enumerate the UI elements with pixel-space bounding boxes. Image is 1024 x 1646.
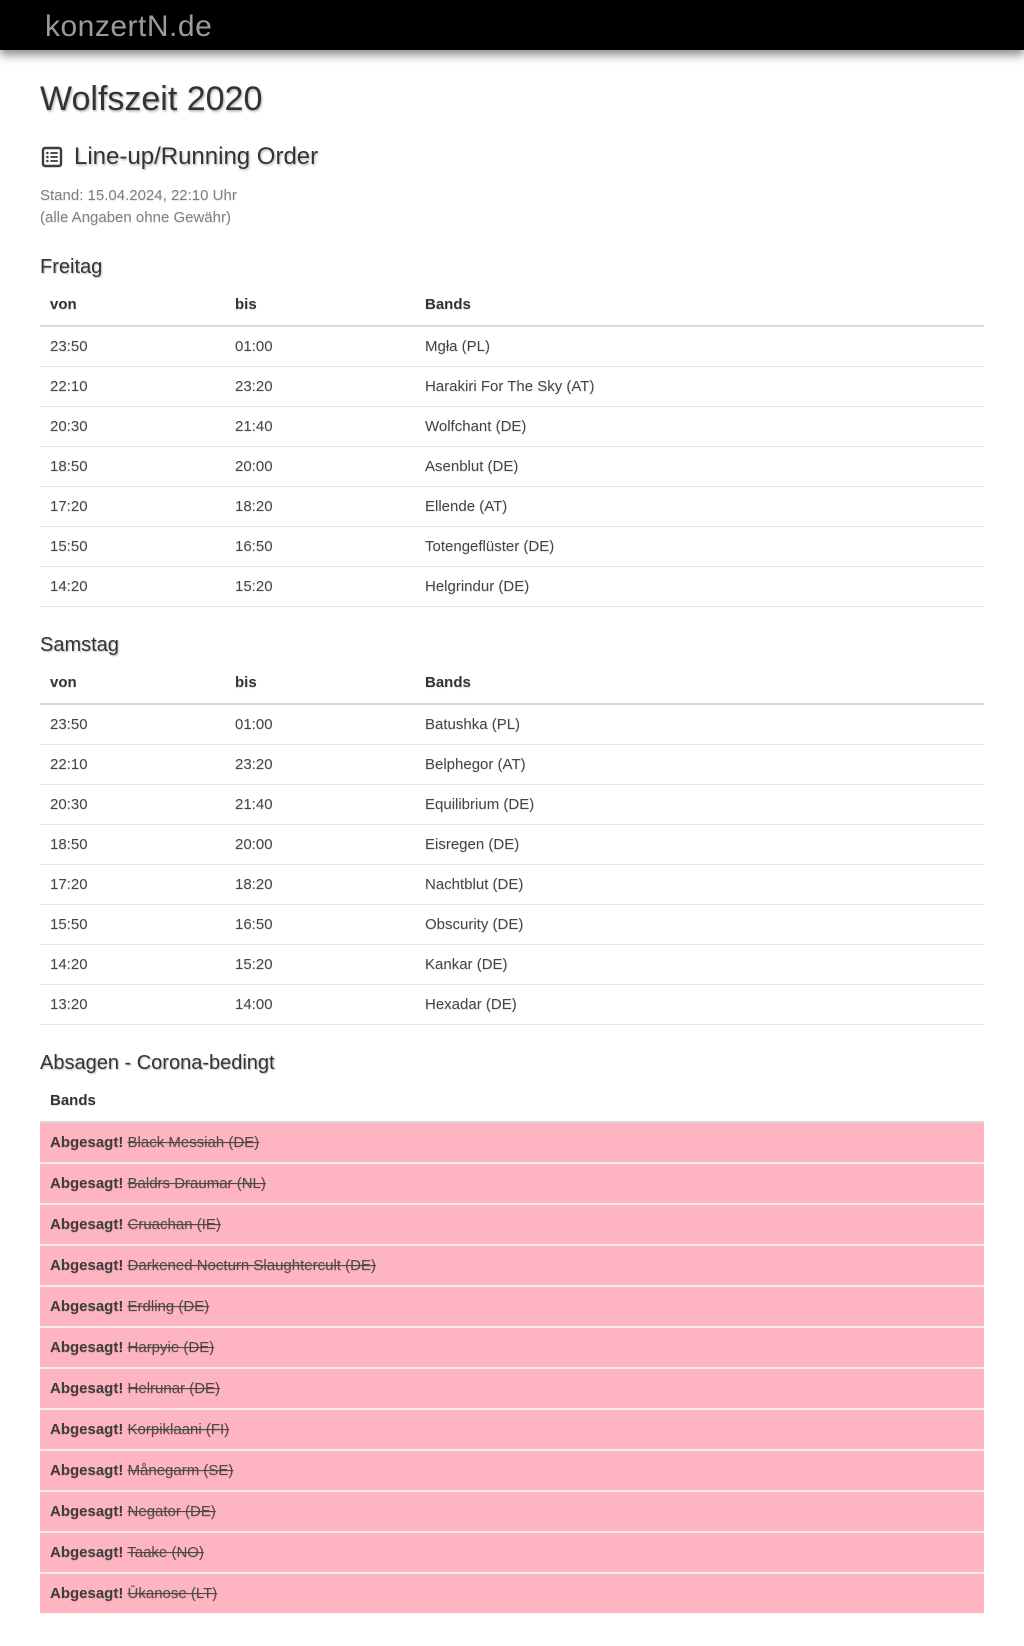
column-header-bis: bis: [225, 663, 415, 704]
schedule-row: [40, 367, 984, 407]
day-title: Freitag: [40, 256, 103, 278]
cancelled-label: Abgesagt!: [50, 1503, 124, 1520]
schedule-row: [40, 487, 984, 527]
cancelled-band-name: Taake (NO): [127, 1544, 204, 1561]
schedule-row: [40, 704, 984, 745]
cancelled-band-name: Baldrs Draumar (NL): [127, 1175, 266, 1192]
cancelled-band-cell: [40, 1245, 984, 1286]
slot-band-name: Nachtblut (DE): [415, 865, 984, 905]
cancelled-band-row: [40, 1122, 984, 1163]
slot-start-time: 13:20: [40, 985, 225, 1025]
site-header: [0, 0, 1024, 50]
slot-band-name: Helgrindur (DE): [415, 567, 984, 607]
cancelled-label: Abgesagt!: [50, 1380, 124, 1397]
cancelled-band-row: [40, 1368, 984, 1409]
cancelled-band-name: Helrunar (DE): [127, 1380, 221, 1397]
slot-start-time: 17:20: [40, 487, 225, 527]
slot-start-time: 18:50: [40, 825, 225, 865]
schedule-row: [40, 785, 984, 825]
cancelled-label: Abgesagt!: [50, 1216, 124, 1233]
slot-start-time: 18:50: [40, 447, 225, 487]
cancelled-band-cell: [40, 1204, 984, 1245]
cancelled-band-name: Negator (DE): [127, 1503, 216, 1520]
cancelled-band-row: [40, 1450, 984, 1491]
page-title: Wolfszeit 2020: [40, 80, 263, 118]
cancelled-label: Abgesagt!: [50, 1421, 124, 1438]
schedule-header-row: [40, 285, 984, 326]
cancellations-section: [40, 1052, 984, 1613]
slot-band-name: Harakiri For The Sky (AT): [415, 367, 984, 407]
slot-band-name: Ellende (AT): [415, 487, 984, 527]
day-title: Samstag: [40, 634, 119, 656]
column-header-bis: bis: [225, 285, 415, 326]
schedule-row: [40, 407, 984, 447]
main-content: [40, 50, 984, 1646]
slot-end-time: 15:20: [225, 945, 415, 985]
column-header-bands: Bands: [415, 663, 984, 704]
schedule-row: [40, 326, 984, 367]
schedule-row: [40, 527, 984, 567]
slot-end-time: 01:00: [225, 704, 415, 745]
slot-band-name: Asenblut (DE): [415, 447, 984, 487]
cancelled-band-cell: [40, 1450, 984, 1491]
cancelled-band-row: [40, 1573, 984, 1613]
slot-band-name: Mgła (PL): [415, 326, 984, 367]
slot-band-name: Kankar (DE): [415, 945, 984, 985]
cancelled-band-row: [40, 1245, 984, 1286]
day-section: [40, 256, 984, 607]
slot-start-time: 15:50: [40, 905, 225, 945]
cancelled-band-row: [40, 1491, 984, 1532]
schedule-header-row: [40, 663, 984, 704]
schedule-row: [40, 825, 984, 865]
cancelled-band-name: Cruachan (IE): [127, 1216, 221, 1233]
day-section: [40, 634, 984, 1025]
cancelled-band-name: Månegarm (SE): [127, 1462, 234, 1479]
cancelled-label: Abgesagt!: [50, 1298, 124, 1315]
schedule-table: [40, 663, 984, 1025]
cancelled-label: Abgesagt!: [50, 1339, 124, 1356]
slot-band-name: Eisregen (DE): [415, 825, 984, 865]
cancelled-band-cell: [40, 1491, 984, 1532]
cancelled-band-name: Darkened Nocturn Slaughtercult (DE): [127, 1257, 376, 1274]
column-header-von: von: [40, 285, 225, 326]
slot-start-time: 17:20: [40, 865, 225, 905]
cancelled-band-cell: [40, 1163, 984, 1204]
cancelled-band-row: [40, 1163, 984, 1204]
slot-end-time: 23:20: [225, 367, 415, 407]
slot-start-time: 23:50: [40, 326, 225, 367]
cancelled-band-cell: [40, 1122, 984, 1163]
cancelled-label: Abgesagt!: [50, 1257, 124, 1274]
cancelled-band-name: Harpyie (DE): [127, 1339, 215, 1356]
days-container: [40, 256, 984, 1025]
slot-start-time: 22:10: [40, 367, 225, 407]
cancelled-band-row: [40, 1204, 984, 1245]
cancelled-label: Abgesagt!: [50, 1585, 124, 1602]
cancelled-band-cell: [40, 1327, 984, 1368]
slot-end-time: 16:50: [225, 905, 415, 945]
slot-start-time: 20:30: [40, 407, 225, 447]
cancelled-band-cell: [40, 1532, 984, 1573]
cancelled-band-row: [40, 1286, 984, 1327]
disclaimer-text: (alle Angaben ohne Gewähr): [40, 209, 231, 226]
slot-start-time: 15:50: [40, 527, 225, 567]
slot-band-name: Hexadar (DE): [415, 985, 984, 1025]
schedule-table: [40, 285, 984, 607]
schedule-row: [40, 745, 984, 785]
column-header-von: von: [40, 663, 225, 704]
site-brand-link[interactable]: konzertN.de: [45, 10, 213, 43]
schedule-row: [40, 567, 984, 607]
schedule-row: [40, 945, 984, 985]
slot-band-name: Batushka (PL): [415, 704, 984, 745]
slot-end-time: 21:40: [225, 407, 415, 447]
cancelled-band-name: Erdling (DE): [127, 1298, 210, 1315]
cancelled-band-cell: [40, 1573, 984, 1613]
slot-end-time: 14:00: [225, 985, 415, 1025]
slot-band-name: Equilibrium (DE): [415, 785, 984, 825]
schedule-row: [40, 865, 984, 905]
schedule-row: [40, 447, 984, 487]
cancelled-band-cell: [40, 1286, 984, 1327]
slot-start-time: 20:30: [40, 785, 225, 825]
slot-band-name: Belphegor (AT): [415, 745, 984, 785]
slot-end-time: 21:40: [225, 785, 415, 825]
slot-start-time: 23:50: [40, 704, 225, 745]
updated-timestamp: Stand: 15.04.2024, 22:10 Uhr: [40, 187, 237, 204]
column-header-bands: Bands: [415, 285, 984, 326]
cancelled-band-row: [40, 1532, 984, 1573]
slot-end-time: 20:00: [225, 825, 415, 865]
slot-band-name: Wolfchant (DE): [415, 407, 984, 447]
slot-start-time: 14:20: [40, 567, 225, 607]
cancelled-band-name: Korpiklaani (FI): [127, 1421, 230, 1438]
list-icon: [40, 145, 64, 169]
slot-band-name: Obscurity (DE): [415, 905, 984, 945]
schedule-row: [40, 985, 984, 1025]
slot-end-time: 23:20: [225, 745, 415, 785]
cancelled-band-name: Ūkanose (LT): [127, 1585, 218, 1602]
column-header-cancelled-bands: Bands: [40, 1081, 984, 1122]
slot-end-time: 01:00: [225, 326, 415, 367]
slot-end-time: 20:00: [225, 447, 415, 487]
slot-band-name: Totengeflüster (DE): [415, 527, 984, 567]
cancellations-heading: Absagen - Corona-bedingt: [40, 1052, 275, 1074]
slot-end-time: 16:50: [225, 527, 415, 567]
cancelled-label: Abgesagt!: [50, 1544, 124, 1561]
cancellations-table: [40, 1081, 984, 1613]
slot-end-time: 15:20: [225, 567, 415, 607]
slot-start-time: 14:20: [40, 945, 225, 985]
schedule-row: [40, 905, 984, 945]
cancelled-band-cell: [40, 1409, 984, 1450]
cancellations-header-row: [40, 1081, 984, 1122]
lineup-heading-label: Line-up/Running Order: [74, 143, 319, 170]
cancelled-label: Abgesagt!: [50, 1134, 124, 1151]
cancelled-label: Abgesagt!: [50, 1462, 124, 1479]
cancelled-band-row: [40, 1409, 984, 1450]
cancelled-band-name: Black Messiah (DE): [127, 1134, 260, 1151]
cancelled-label: Abgesagt!: [50, 1175, 124, 1192]
lineup-heading: [40, 143, 984, 171]
slot-start-time: 22:10: [40, 745, 225, 785]
cancelled-band-row: [40, 1327, 984, 1368]
bottom-spacer: [40, 1613, 984, 1646]
cancelled-band-cell: [40, 1368, 984, 1409]
slot-end-time: 18:20: [225, 865, 415, 905]
slot-end-time: 18:20: [225, 487, 415, 527]
